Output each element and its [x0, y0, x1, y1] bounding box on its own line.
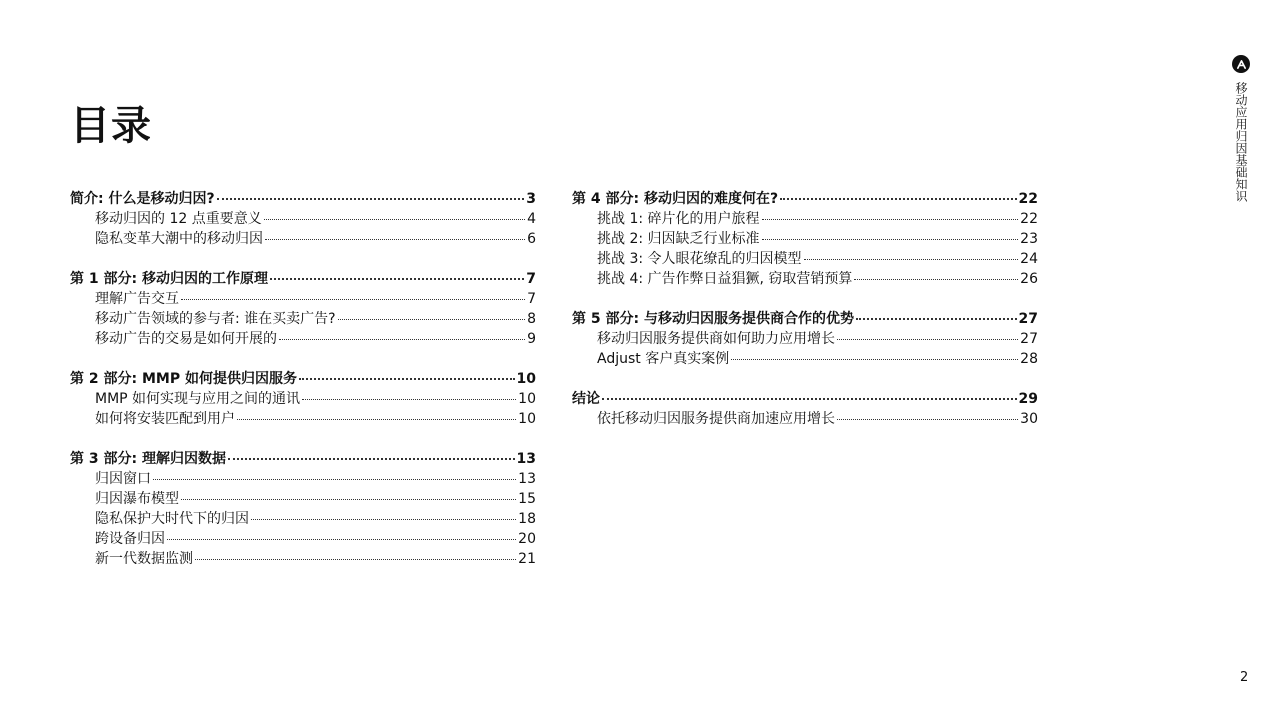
toc-entry[interactable]: [70, 389, 536, 409]
toc-entry-title: 跨设备归因: [95, 531, 165, 547]
toc-section-heading[interactable]: [572, 389, 1038, 409]
toc-entry[interactable]: [70, 489, 536, 509]
toc-page-number: 20: [518, 531, 536, 547]
toc-page-number: 27: [1020, 331, 1038, 347]
toc-leader-dots: [153, 479, 516, 480]
toc-leader-dots: [854, 279, 1018, 280]
toc-entry-title: 如何将安装匹配到用户: [95, 411, 235, 427]
toc-leader-dots: [302, 399, 516, 400]
toc-page-number: 22: [1020, 211, 1038, 227]
toc-leader-dots: [181, 499, 516, 500]
toc-section: [572, 189, 1038, 289]
toc-section-heading[interactable]: [70, 449, 536, 469]
toc-entry-title: 挑战 1: 碎片化的用户旅程: [597, 211, 760, 227]
toc-page-number: 13: [518, 471, 536, 487]
toc-page-number: 9: [527, 331, 536, 347]
toc-entry[interactable]: [70, 409, 536, 429]
toc-leader-dots: [265, 239, 525, 240]
toc-entry[interactable]: [70, 229, 536, 249]
toc-entry[interactable]: [572, 409, 1038, 429]
toc-page-number: 26: [1020, 271, 1038, 287]
toc-column-right: [572, 189, 1038, 449]
toc-entry[interactable]: [70, 509, 536, 529]
toc-entry[interactable]: [572, 349, 1038, 369]
toc-page-number: 4: [527, 211, 536, 227]
page-title: 目录: [70, 103, 152, 149]
toc-entry-title: 挑战 2: 归因缺乏行业标准: [597, 231, 760, 247]
toc-leader-dots: [279, 339, 525, 340]
toc-entry-title: 挑战 4: 广告作弊日益猖獗, 窃取营销预算: [597, 271, 853, 287]
toc-entry-title: 第 3 部分: 理解归因数据: [70, 451, 226, 467]
toc-leader-dots: [251, 519, 516, 520]
toc-page-number: 15: [518, 491, 536, 507]
toc-entry-title: 第 4 部分: 移动归因的难度何在?: [572, 191, 779, 207]
toc-section-heading[interactable]: [572, 189, 1038, 209]
toc-entry-title: 简介: 什么是移动归因?: [70, 191, 215, 207]
toc-leader-dots: [762, 219, 1019, 220]
toc-leader-dots: [167, 539, 516, 540]
toc-section-heading[interactable]: [70, 369, 536, 389]
toc-page-number: 13: [516, 451, 536, 467]
toc-entry-title: 第 5 部分: 与移动归因服务提供商合作的优势: [572, 311, 854, 327]
toc-entry-title: 结论: [572, 391, 600, 407]
toc-entry[interactable]: [70, 469, 536, 489]
toc-page-number: 7: [527, 291, 536, 307]
toc-entry-title: 挑战 3: 令人眼花缭乱的归因模型: [597, 251, 802, 267]
toc-leader-dots: [228, 458, 515, 460]
toc-entry-title: 归因瀑布模型: [95, 491, 179, 507]
toc-entry-title: 移动归因的 12 点重要意义: [95, 211, 262, 227]
adjust-logo-icon: [1232, 55, 1250, 73]
toc-section: [70, 269, 536, 349]
toc-entry[interactable]: [572, 249, 1038, 269]
toc-page-number: 23: [1020, 231, 1038, 247]
toc-leader-dots: [338, 319, 525, 320]
toc-page-number: 27: [1018, 311, 1038, 327]
toc-leader-dots: [270, 278, 524, 280]
toc-page-number: 24: [1020, 251, 1038, 267]
toc-section: [70, 189, 536, 249]
toc-entry[interactable]: [572, 269, 1038, 289]
toc-section-heading[interactable]: [572, 309, 1038, 329]
toc-page-number: 7: [526, 271, 536, 287]
toc-entry[interactable]: [70, 209, 536, 229]
toc-leader-dots: [237, 419, 516, 420]
toc-entry[interactable]: [70, 329, 536, 349]
toc-page-number: 10: [518, 391, 536, 407]
toc-page-number: 18: [518, 511, 536, 527]
toc-entry[interactable]: [572, 229, 1038, 249]
sidebar-title: 移动应用归因基础知识: [1234, 82, 1248, 202]
toc-leader-dots: [181, 299, 525, 300]
toc-leader-dots: [195, 559, 516, 560]
toc-page-number: 30: [1020, 411, 1038, 427]
toc-entry[interactable]: [572, 209, 1038, 229]
toc-entry-title: MMP 如何实现与应用之间的通讯: [95, 391, 301, 407]
toc-page-number: 28: [1020, 351, 1038, 367]
page-number: 2: [1240, 670, 1249, 685]
toc-entry[interactable]: [572, 329, 1038, 349]
toc-page-number: 8: [527, 311, 536, 327]
toc-page-number: 6: [527, 231, 536, 247]
toc-entry[interactable]: [70, 549, 536, 569]
toc-entry-title: 隐私保护大时代下的归因: [95, 511, 249, 527]
toc-entry-title: 第 1 部分: 移动归因的工作原理: [70, 271, 268, 287]
toc-leader-dots: [731, 359, 1018, 360]
toc-leader-dots: [217, 198, 525, 200]
toc-entry-title: 移动归因服务提供商如何助力应用增长: [597, 331, 835, 347]
toc-entry-title: 理解广告交互: [95, 291, 179, 307]
toc-page-number: 21: [518, 551, 536, 567]
toc-entry-title: 依托移动归因服务提供商加速应用增长: [597, 411, 835, 427]
toc-leader-dots: [762, 239, 1019, 240]
toc-entry[interactable]: [70, 289, 536, 309]
toc-entry-title: 隐私变革大潮中的移动归因: [95, 231, 263, 247]
toc-leader-dots: [299, 378, 515, 380]
toc-leader-dots: [780, 198, 1016, 200]
toc-page-number: 29: [1018, 391, 1038, 407]
toc-section: [572, 309, 1038, 369]
toc-leader-dots: [837, 339, 1018, 340]
toc-entry[interactable]: [70, 529, 536, 549]
toc-entry-title: 移动广告的交易是如何开展的: [95, 331, 277, 347]
toc-entry-title: 归因窗口: [95, 471, 151, 487]
toc-page-number: 10: [518, 411, 536, 427]
toc-section-heading[interactable]: [70, 189, 536, 209]
toc-section: [70, 449, 536, 569]
toc-section: [70, 369, 536, 429]
toc-entry-title: 第 2 部分: MMP 如何提供归因服务: [70, 371, 297, 387]
toc-leader-dots: [602, 398, 1017, 400]
toc-column-left: [70, 189, 536, 589]
toc-page-number: 3: [526, 191, 536, 207]
toc-entry-title: 新一代数据监测: [95, 551, 193, 567]
toc-leader-dots: [856, 318, 1017, 320]
toc-leader-dots: [837, 419, 1018, 420]
toc-section: [572, 389, 1038, 429]
toc-section-heading[interactable]: [70, 269, 536, 289]
toc-entry-title: Adjust 客户真实案例: [597, 351, 730, 367]
toc-leader-dots: [804, 259, 1019, 260]
toc-leader-dots: [264, 219, 525, 220]
toc-entry-title: 移动广告领域的参与者: 谁在买卖广告?: [95, 311, 336, 327]
toc-page-number: 22: [1018, 191, 1038, 207]
toc-entry[interactable]: [70, 309, 536, 329]
toc-page-number: 10: [516, 371, 536, 387]
